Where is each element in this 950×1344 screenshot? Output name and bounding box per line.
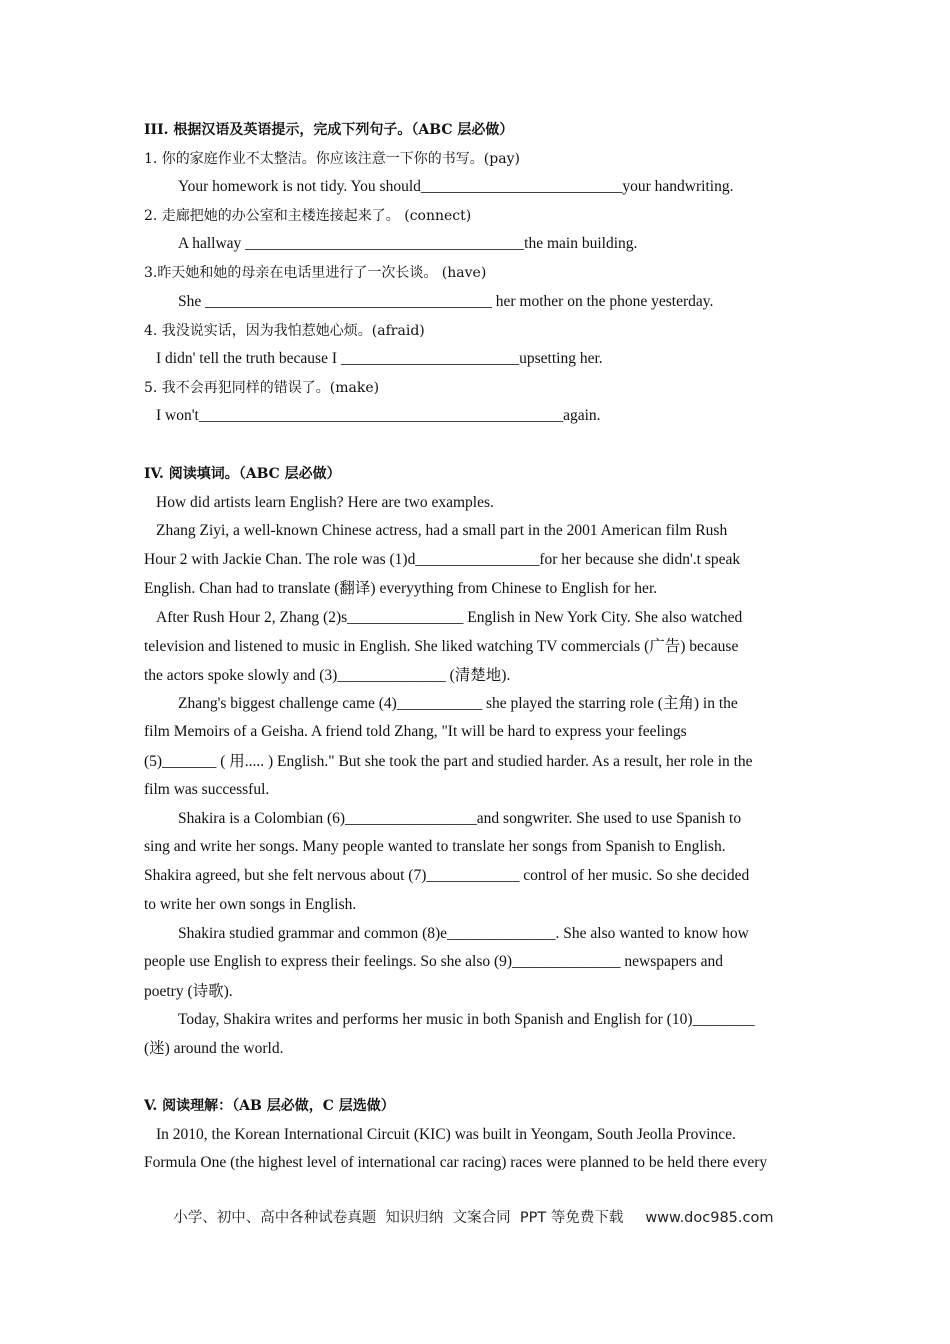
passage-line: television and listened to music in English. She liked watching TV commercials (广告) because xyxy=(144,638,739,655)
section3-item2-sentence: A hallway ____________________________________the main building. xyxy=(178,235,638,252)
passage-line: Zhang Ziyi, a well-known Chinese actress, had a small part in the 2001 American film Rush xyxy=(156,522,728,539)
passage-line: After Rush Hour 2, Zhang (2)s_______________ English in New York City. She also watched xyxy=(156,609,743,626)
section3-item1-sentence: Your homework is not tidy. You should__________________________your handwriting. xyxy=(178,178,734,195)
section3-item5-prompt: 5. 我不会再犯同样的错误了。(make) xyxy=(144,380,380,396)
section3-item3-sentence: She _____________________________________ her mother on the phone yesterday. xyxy=(178,293,714,310)
passage-line: Today, Shakira writes and performs her music in both Spanish and English for (10)________ xyxy=(178,1011,755,1028)
passage-line: Shakira agreed, but she felt nervous about (7)____________ control of her music. So she decided xyxy=(144,867,750,884)
passage-line: English. Chan had to translate (翻译) everyything from Chinese to English for her. xyxy=(144,580,658,597)
passage-line: Shakira is a Colombian (6)_________________and songwriter. She used to use Spanish to xyxy=(178,810,742,827)
passage-line: Hour 2 with Jackie Chan. The role was (1)d________________for her because she didn'.t speak xyxy=(144,551,741,568)
passage-line: sing and write her songs. Many people wanted to translate her songs from Spanish to English. xyxy=(144,838,726,855)
section3-item5-sentence: I won't_______________________________________________again. xyxy=(156,407,601,424)
footer-text: 小学、初中、高中各种试卷真题 知识归纳 文案合同 PPT 等免费下载 xyxy=(173,1210,624,1226)
passage-line: film was successful. xyxy=(144,781,270,798)
passage-line: film Memoirs of a Geisha. A friend told Zhang, "It will be hard to express your feelings xyxy=(144,723,687,740)
section5-heading: V. 阅读理解：（AB 层必做，C 层选做） xyxy=(144,1098,395,1114)
section3-item3-prompt: 3.昨天她和她的母亲在电话里进行了一次长谈。 (have) xyxy=(144,265,487,281)
section3-heading: III. 根据汉语及英语提示，完成下列句子。（ABC 层必做） xyxy=(144,122,514,138)
passage-line: Formula One (the highest level of international car racing) races were planned to be held there every xyxy=(144,1154,768,1171)
passage-line: Zhang's biggest challenge came (4)___________ she played the starring role (主角) in the xyxy=(178,695,738,712)
section3-item2-prompt: 2. 走廊把她的办公室和主楼连接起来了。 (connect) xyxy=(144,208,472,224)
passage-line: Shakira studied grammar and common (8)e______________. She also wanted to know how xyxy=(178,925,749,942)
section4-heading: IV. 阅读填词。（ABC 层必做） xyxy=(144,466,341,482)
section3-item4-sentence: I didn' tell the truth because I _______________________upsetting her. xyxy=(156,350,603,367)
passage-line: to write her own songs in English. xyxy=(144,896,357,913)
passage-line: In 2010, the Korean International Circuit (KIC) was built in Yeongam, South Jeolla Province. xyxy=(156,1126,736,1143)
passage-line: (5)_______ ( 用..... ) English." But she took the part and studied harder. As a result, her role in the xyxy=(144,753,753,770)
passage-line: the actors spoke slowly and (3)______________ (清楚地). xyxy=(144,667,511,684)
passage-line: people use English to express their feelings. So she also (9)______________ newspapers and xyxy=(144,953,723,970)
section3-item1-prompt: 1. 你的家庭作业不太整洁。你应该注意一下你的书写。(pay) xyxy=(144,151,520,167)
section3-item4-prompt: 4. 我没说实话，因为我怕惹她心烦。(afraid) xyxy=(144,323,425,339)
passage-line: (迷) around the world. xyxy=(144,1040,284,1057)
passage-line: How did artists learn English? Here are two examples. xyxy=(156,494,494,511)
footer-url[interactable]: www.doc985.com xyxy=(645,1210,774,1226)
footer xyxy=(164,1190,774,1227)
passage-line: poetry (诗歌). xyxy=(144,983,233,1000)
